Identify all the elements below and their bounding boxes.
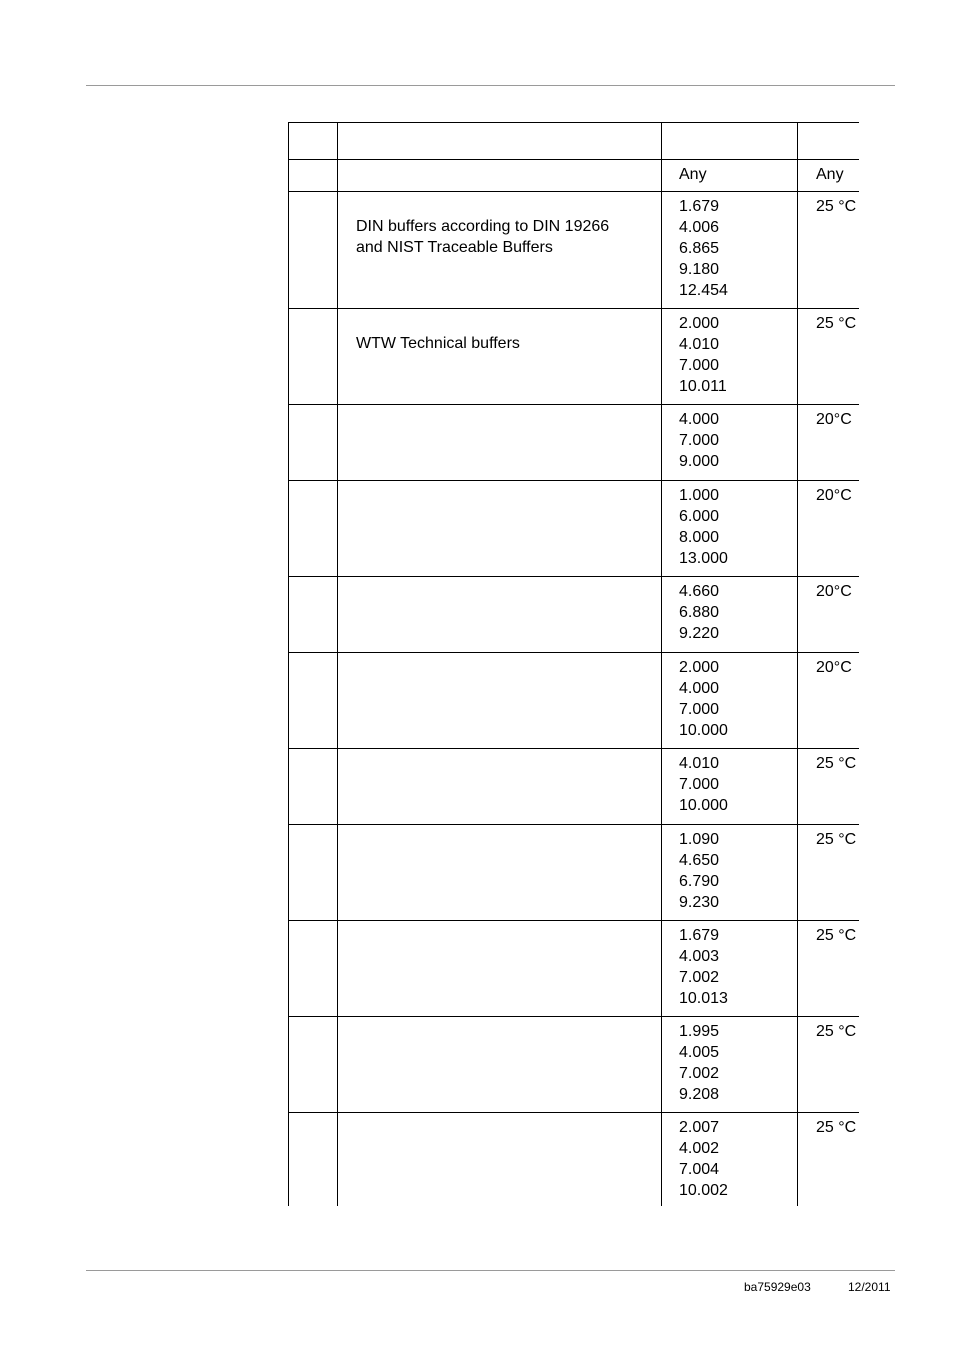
- temperature-value: 20°C: [816, 411, 852, 428]
- ph-values-cell: [662, 405, 798, 481]
- ph-value: 7.002: [679, 1065, 720, 1082]
- buffer-description-cell: [338, 577, 662, 653]
- row-number-cell: [289, 653, 338, 749]
- buffer-description-line: and NIST Traceable Buffers: [356, 239, 553, 256]
- ph-value: 10.002: [679, 1182, 728, 1199]
- temperature-cell: [798, 309, 860, 405]
- ph-values-cell: [662, 1017, 798, 1113]
- ph-value: 4.006: [679, 219, 720, 236]
- ph-value: 1.995: [679, 1023, 720, 1040]
- row-number-cell: [289, 825, 338, 921]
- ph-value: 7.004: [679, 1161, 720, 1178]
- buffer-table: [288, 122, 859, 1206]
- ph-value: 10.011: [679, 378, 727, 395]
- ph-value: 2.000: [679, 315, 720, 332]
- table-row: [289, 160, 860, 192]
- ph-value: 12.454: [679, 282, 728, 299]
- ph-value: 4.002: [679, 1140, 720, 1157]
- ph-value: 7.000: [679, 357, 720, 374]
- ph-values-cell: [662, 481, 798, 577]
- row-number-cell: [289, 577, 338, 653]
- ph-value: 7.000: [679, 432, 720, 449]
- table-header-row: [289, 123, 860, 160]
- header-cell-description: [338, 123, 662, 160]
- buffer-description-cell: [338, 309, 662, 405]
- row-number-cell: [289, 192, 338, 309]
- table-row: [289, 577, 860, 653]
- table-row: [289, 309, 860, 405]
- temperature-cell: [798, 1113, 860, 1207]
- buffer-description-cell: [338, 825, 662, 921]
- header-rule: [86, 85, 895, 86]
- ph-values-cell: [662, 309, 798, 405]
- ph-value: 4.010: [679, 755, 720, 772]
- ph-values-cell: [662, 192, 798, 309]
- ph-values-cell: [662, 160, 798, 192]
- temperature-value: 20°C: [816, 487, 852, 504]
- buffer-description-cell: [338, 405, 662, 481]
- ph-value: 9.180: [679, 261, 720, 278]
- ph-value: 4.003: [679, 948, 720, 965]
- ph-value: 2.007: [679, 1119, 720, 1136]
- ph-value: 1.000: [679, 487, 720, 504]
- ph-values-cell: [662, 1113, 798, 1207]
- temperature-cell: [798, 825, 860, 921]
- ph-value: 8.000: [679, 529, 720, 546]
- ph-value: 7.002: [679, 969, 720, 986]
- header-cell-temperature: [798, 123, 860, 160]
- temperature-value: 25 °C: [816, 1023, 857, 1040]
- row-number-cell: [289, 309, 338, 405]
- ph-values-cell: [662, 577, 798, 653]
- temperature-cell: [798, 160, 860, 192]
- temperature-value: 25 °C: [816, 927, 857, 944]
- row-number-cell: [289, 921, 338, 1017]
- ph-value: 4.660: [679, 583, 720, 600]
- ph-value: 6.000: [679, 508, 720, 525]
- buffer-description-line: WTW Technical buffers: [356, 335, 520, 352]
- ph-value: 4.000: [679, 411, 720, 428]
- ph-value: 10.013: [679, 990, 728, 1007]
- table-row: [289, 1113, 860, 1207]
- buffer-description-cell: [338, 160, 662, 192]
- ph-value: 1.090: [679, 831, 720, 848]
- footer-rule: [86, 1270, 895, 1271]
- ph-value: 9.220: [679, 625, 720, 642]
- temperature-value: 25 °C: [816, 1119, 857, 1136]
- table-row: [289, 405, 860, 481]
- ph-value: 1.679: [679, 198, 720, 215]
- ph-value: 6.790: [679, 873, 720, 890]
- ph-value: 4.650: [679, 852, 720, 869]
- temperature-value: 25 °C: [816, 755, 857, 772]
- ph-value: 9.230: [679, 894, 720, 911]
- buffer-description-cell: [338, 192, 662, 309]
- row-number-cell: [289, 749, 338, 825]
- ph-value: 6.880: [679, 604, 720, 621]
- ph-values-cell: [662, 749, 798, 825]
- ph-value: 10.000: [679, 797, 728, 814]
- buffer-description-cell: [338, 921, 662, 1017]
- table-row: [289, 749, 860, 825]
- row-number-cell: [289, 481, 338, 577]
- ph-value: 6.865: [679, 240, 720, 257]
- temperature-cell: [798, 1017, 860, 1113]
- row-number-cell: [289, 160, 338, 192]
- temperature-cell: [798, 653, 860, 749]
- buffer-description-cell: [338, 749, 662, 825]
- footer-doc-id: ba75929e03: [744, 1280, 811, 1294]
- ph-value: 9.208: [679, 1086, 720, 1103]
- ph-value: 7.000: [679, 776, 720, 793]
- temperature-cell: [798, 577, 860, 653]
- ph-value: 13.000: [679, 550, 728, 567]
- temperature-value: Any: [816, 166, 844, 183]
- temperature-cell: [798, 749, 860, 825]
- ph-value: 4.005: [679, 1044, 720, 1061]
- ph-value: 9.000: [679, 453, 720, 470]
- temperature-cell: [798, 405, 860, 481]
- temperature-cell: [798, 921, 860, 1017]
- temperature-value: 25 °C: [816, 315, 857, 332]
- ph-value: 10.000: [679, 722, 728, 739]
- ph-value: 7.000: [679, 701, 720, 718]
- table-row: [289, 1017, 860, 1113]
- ph-value: 4.000: [679, 680, 720, 697]
- buffer-description-line: DIN buffers according to DIN 19266: [356, 218, 610, 235]
- ph-values-cell: [662, 653, 798, 749]
- ph-values-cell: [662, 921, 798, 1017]
- row-number-cell: [289, 405, 338, 481]
- table-row: [289, 653, 860, 749]
- buffer-description-cell: [338, 1017, 662, 1113]
- row-number-cell: [289, 1113, 338, 1207]
- table-row: [289, 192, 860, 309]
- ph-value: 4.010: [679, 336, 720, 353]
- header-cell-number: [289, 123, 338, 160]
- temperature-cell: [798, 192, 860, 309]
- ph-values-cell: [662, 825, 798, 921]
- buffer-description-cell: [338, 1113, 662, 1207]
- buffer-description-cell: [338, 653, 662, 749]
- ph-value: Any: [679, 166, 707, 183]
- temperature-value: 25 °C: [816, 831, 857, 848]
- footer-date: 12/2011: [848, 1280, 891, 1294]
- ph-value: 2.000: [679, 659, 720, 676]
- temperature-value: 20°C: [816, 659, 852, 676]
- table-row: [289, 825, 860, 921]
- table-row: [289, 921, 860, 1017]
- row-number-cell: [289, 1017, 338, 1113]
- header-cell-ph-values: [662, 123, 798, 160]
- buffer-description-cell: [338, 481, 662, 577]
- table-row: [289, 481, 860, 577]
- temperature-value: 20°C: [816, 583, 852, 600]
- ph-value: 1.679: [679, 927, 720, 944]
- buffer-table-container: [288, 122, 859, 1206]
- temperature-value: 25 °C: [816, 198, 857, 215]
- temperature-cell: [798, 481, 860, 577]
